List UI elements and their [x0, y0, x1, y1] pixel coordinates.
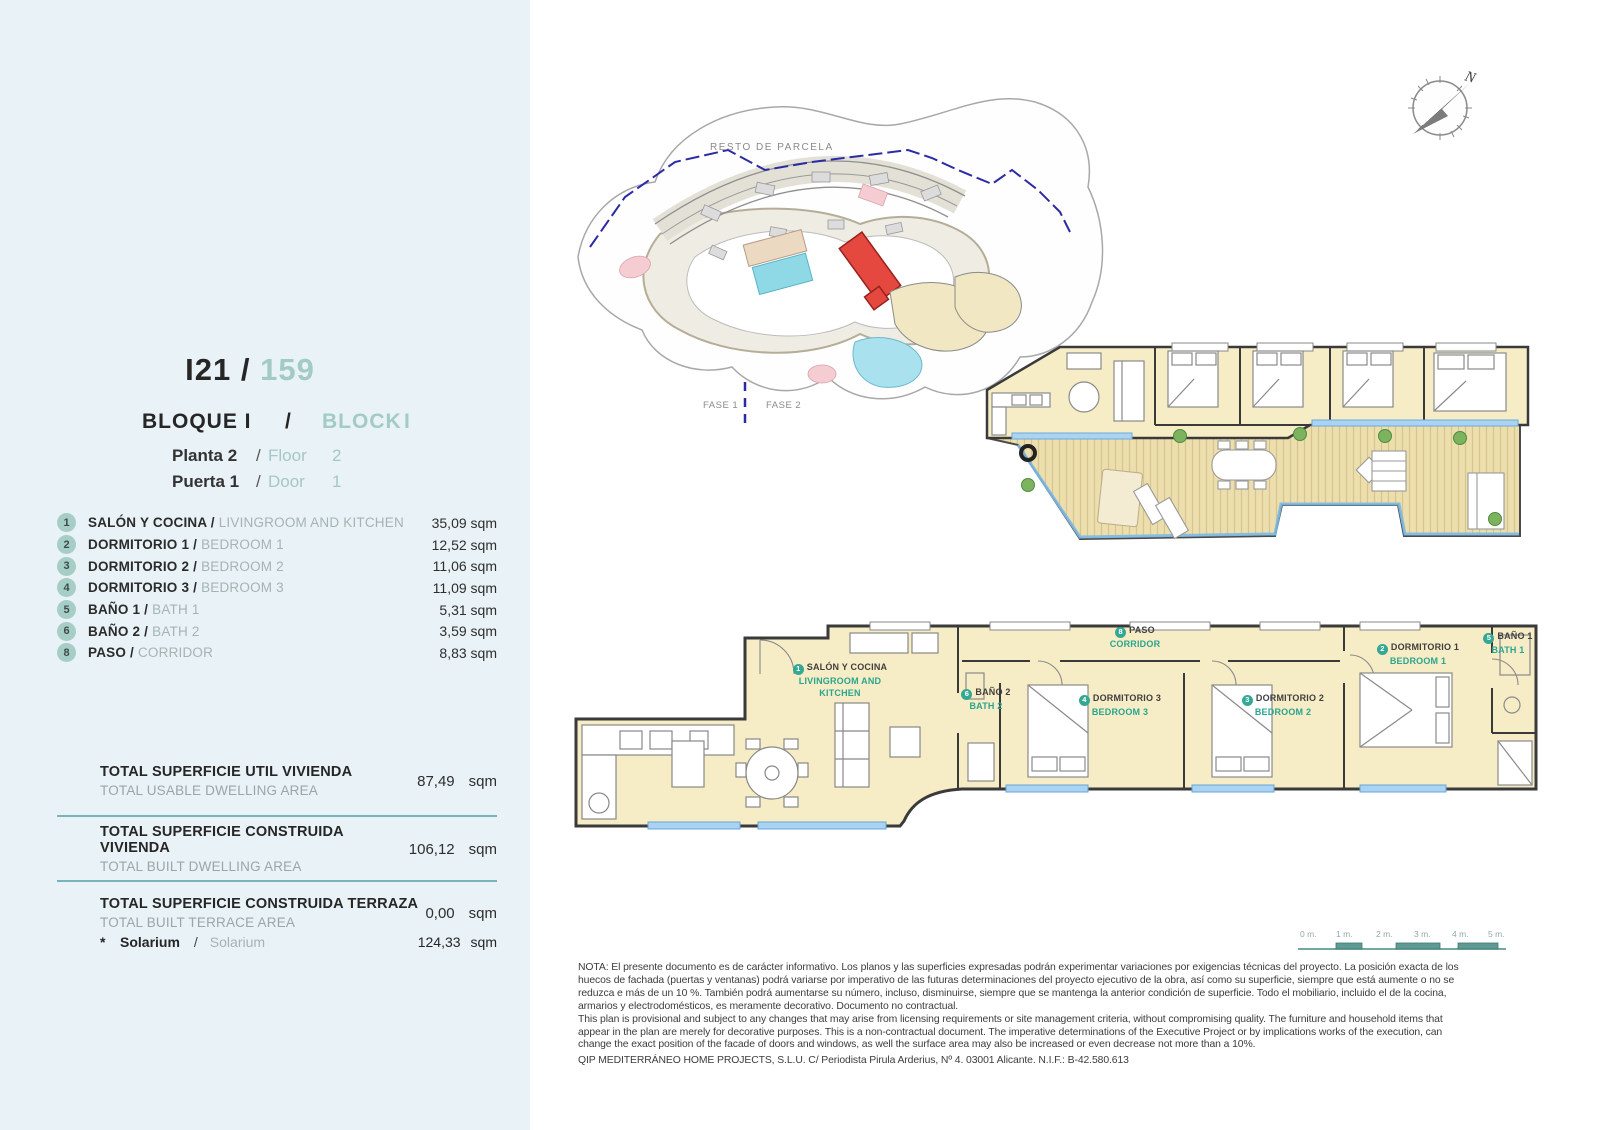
room-number-badge: 8 [57, 643, 76, 662]
room-number-marker: 3 [1242, 695, 1253, 706]
solarium-label-es: Solarium [120, 934, 180, 950]
room-area: 11,09 sqm [432, 579, 497, 596]
total-labels: TOTAL SUPERFICIE UTIL VIVIENDA TOTAL USABLE DWELLING AREA [100, 764, 353, 798]
compass-n-label: N [1462, 68, 1478, 87]
room-number-badge: 2 [57, 535, 76, 554]
room-area: 35,09 sqm [431, 514, 497, 531]
door-slash: / [256, 472, 261, 491]
scale-labels [1300, 929, 1505, 939]
room-number-marker: 4 [1079, 695, 1090, 706]
scale-bar [1292, 924, 1512, 958]
room-row-bath2 [57, 620, 497, 642]
total-usable-area [57, 758, 497, 804]
room-label: SALÓN Y COCINA / LIVINGROOM AND KITCHEN [88, 515, 404, 531]
solarium-slash: / [193, 934, 198, 950]
room-label-bedroom3: 4 DORMITORIO 3 BEDROOM 3 [1055, 692, 1185, 718]
door-number: 1 [332, 472, 342, 491]
room-row-bath1 [57, 599, 497, 621]
total-labels: TOTAL SUPERFICIE CONSTRUIDA TERRAZA TOTAL BUILT TERRACE AREA [100, 896, 419, 930]
door-label-es: Puerta 1 [172, 472, 240, 491]
room-number-marker: 2 [1377, 644, 1388, 655]
company-info-line: QIP MEDITERRÁNEO HOME PROJECTS, S.L.U. C/ Periodista Pirula Arderius, Nº 4. 03001 Alicante. N.I.F.: B-42.580.613 [578, 1055, 1129, 1067]
divider-line [57, 880, 497, 882]
svg-text:4 m.: 4 m. [1452, 929, 1469, 939]
room-number-badge: 5 [57, 600, 76, 619]
block-name-es: BLOQUE I [142, 410, 252, 433]
solarium-row [57, 932, 497, 952]
room-label: DORMITORIO 2 / BEDROOM 2 [88, 558, 284, 574]
divider-line [57, 815, 497, 817]
svg-text:0 m.: 0 m. [1300, 929, 1317, 939]
fase2-label: FASE 2 [766, 400, 802, 411]
lower-floor-plan [560, 593, 1545, 833]
room-area: 11,06 sqm [432, 558, 497, 575]
room-label-living: 1 SALÓN Y COCINA LIVINGROOM AND KITCHEN [770, 661, 910, 699]
note-line: huecos de fachada (puertas y ventanas) podrá variarse por imperativo de las futuras determinaciones del proyecto ejecutivo de la obra, así como su superficie, siempre que está aumente o no se [578, 974, 1455, 986]
total-labels: TOTAL SUPERFICIE CONSTRUIDA VIVIENDA TOTAL BUILT DWELLING AREA [100, 824, 344, 874]
room-label-corridor: 8 PASO CORRIDOR [1109, 625, 1161, 649]
note-line: appear in the plan are merely for decorative purposes. This is a non-contractual document. The imperative determinations of the Executive Project or by implications works of the execution, can [578, 1026, 1443, 1038]
total-value: 0,00 sqm [425, 904, 497, 922]
total-built-dwelling-area [57, 826, 497, 872]
room-row-living [57, 512, 497, 534]
room-label-bath1: 5 BAÑO 1 BATH 1 [1476, 630, 1540, 656]
room-row-bedroom3 [57, 577, 497, 599]
room-area: 12,52 sqm [431, 536, 497, 553]
room-number-marker: 5 [1483, 633, 1494, 644]
floor-label-es: Planta 2 [172, 446, 238, 465]
unit-title [0, 352, 500, 388]
note-line: NOTA: El presente documento es de carácter informativo. Los planos y las superficies expresadas podrán experimentar variaciones por exigencias técnicas del proyecto. La posición exacta de los [578, 962, 1459, 973]
info-sidebar [0, 0, 530, 1130]
room-area: 5,31 sqm [439, 601, 497, 618]
floor-label-en: Floor [268, 446, 307, 465]
svg-text:3 m.: 3 m. [1414, 929, 1431, 939]
resto-de-parcela-label: RESTO DE PARCELA [710, 142, 834, 153]
room-row-bedroom2 [57, 555, 497, 577]
block-slash: / [285, 410, 292, 433]
room-row-corridor [57, 642, 497, 664]
room-number-marker: 6 [961, 689, 972, 700]
room-label: PASO / CORRIDOR [88, 645, 214, 661]
room-number-badge: 1 [57, 513, 76, 532]
unit-number: 159 [260, 352, 315, 387]
total-built-terrace-area [57, 890, 497, 936]
floor-slash: / [256, 446, 261, 465]
solarium-value: 124,33 sqm [417, 934, 497, 950]
legal-note [578, 962, 1538, 1068]
room-number-marker: 1 [793, 664, 804, 675]
note-line: change the exact position of the facade of doors and windows, as well the surface area may also be increased or even decrease not more than a 10%. [578, 1039, 1256, 1051]
floor-number: 2 [332, 446, 342, 465]
upper-floor-plan [972, 333, 1538, 545]
room-number-marker: 8 [1115, 627, 1126, 638]
note-line: armarios y electrodomésticos, es meramente decorativo. Documento no contractual. [578, 1000, 959, 1012]
fase1-label: FASE 1 [703, 400, 739, 411]
compass-rose [1396, 58, 1488, 150]
unit-code: I21 / [185, 352, 251, 387]
room-label-bedroom2: 3 DORMITORIO 2 BEDROOM 2 [1218, 692, 1348, 718]
room-label: BAÑO 2 / BATH 2 [88, 623, 200, 639]
svg-text:5 m.: 5 m. [1488, 929, 1505, 939]
room-area: 3,59 sqm [439, 623, 497, 640]
svg-text:2 m.: 2 m. [1376, 929, 1393, 939]
room-list [57, 512, 497, 664]
room-row-bedroom1 [57, 534, 497, 556]
room-label: BAÑO 1 / BATH 1 [88, 602, 200, 618]
svg-text:1 m.: 1 m. [1336, 929, 1353, 939]
total-value: 106,12 sqm [408, 840, 497, 858]
solarium-asterisk: * [100, 934, 106, 950]
floor-row [0, 446, 530, 470]
note-line: This plan is provisional and subject to any changes that may arise from licensing requirements or site management criteria, without compromising quality. The furniture and household items that [578, 1013, 1443, 1025]
door-label-en: Door [268, 472, 305, 491]
total-value: 87,49 sqm [417, 772, 497, 790]
room-label: DORMITORIO 1 / BEDROOM 1 [88, 537, 284, 553]
block-row [0, 410, 530, 438]
room-label: DORMITORIO 3 / BEDROOM 3 [88, 580, 284, 596]
block-name-en: BLOCK [322, 410, 402, 433]
room-number-badge: 3 [57, 557, 76, 576]
note-line: reduzca e más de un 10 %. También podrá aumentarse su número, incluso, disminuirse, siempre que se mantenga la anterior condición de superficie. Todo el mobiliario, incluido el de la cocina, [578, 987, 1447, 999]
room-number-badge: 4 [57, 578, 76, 597]
door-row [0, 472, 530, 496]
scale-blocks [1336, 943, 1498, 949]
room-label-bedroom1: 2 DORMITORIO 1 BEDROOM 1 [1358, 641, 1478, 667]
solarium-label-en: Solarium [209, 934, 266, 950]
room-area: 8,83 sqm [439, 644, 497, 661]
room-label-bath2: 6 BAÑO 2 BATH 2 [953, 686, 1019, 712]
block-number-en: I [404, 410, 411, 433]
room-number-badge: 6 [57, 622, 76, 641]
